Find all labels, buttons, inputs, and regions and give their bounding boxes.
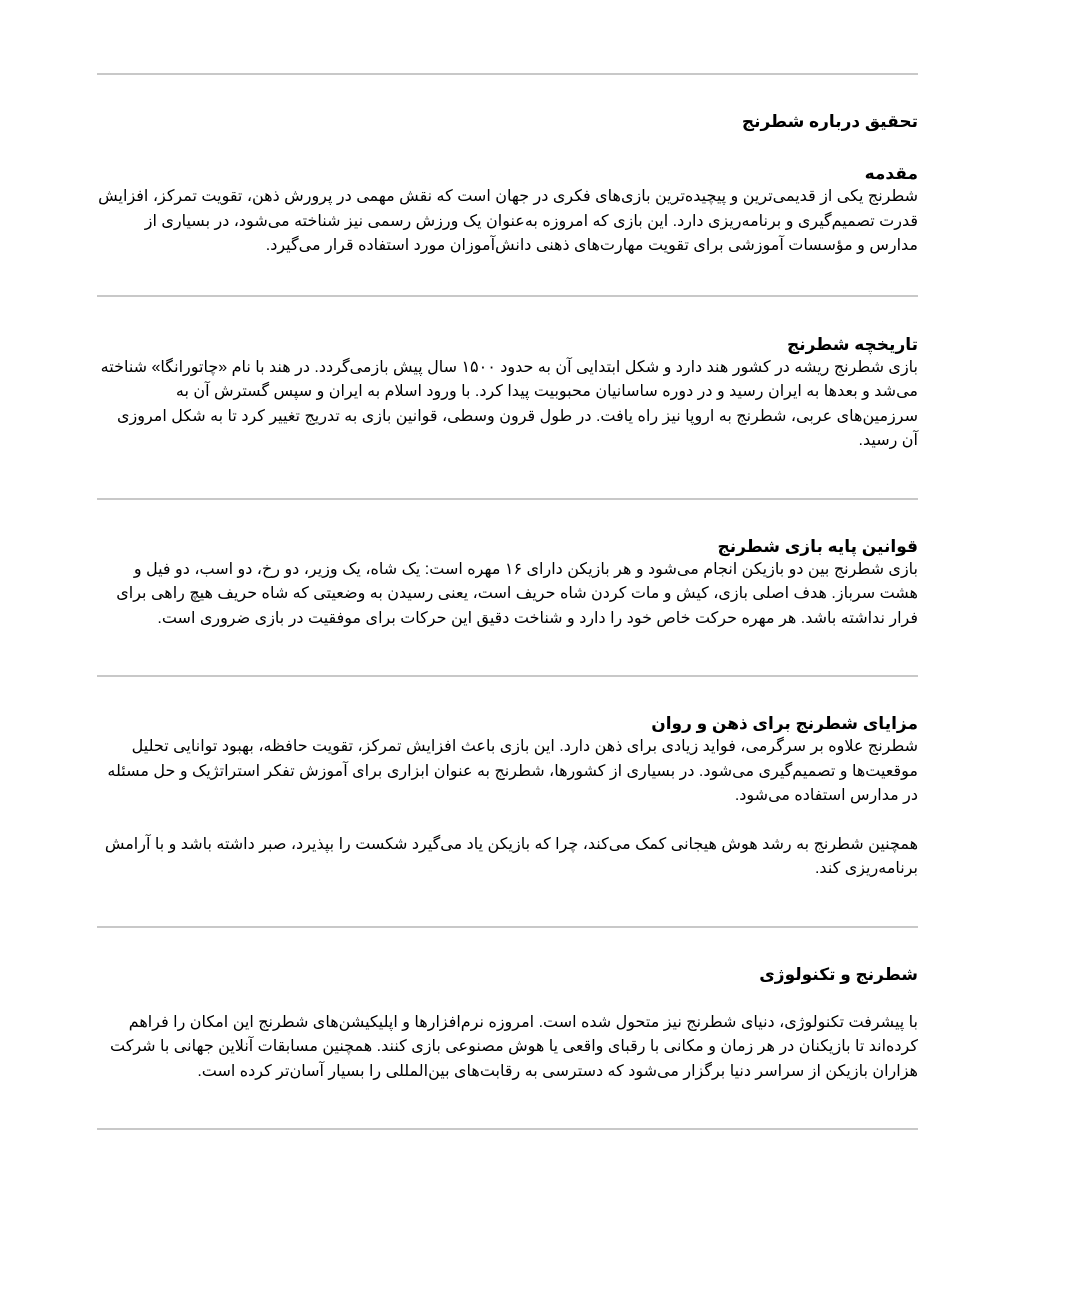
section-paragraph-rules: بازی شطرنج بین دو بازیکن انجام می‌شود و هر بازیکن دارای ۱۶ مهره است: یک شاه، یک وزیر، دو رخ، دو اسب، دو فیل و هشت سرباز. هدف اصلی بازی، کیش و مات کردن شاه حریف است، یعنی رسیدن به وضعیتی که شاه حریف هیچ راهی برای فرار نداشته باشد. هر مهره حرکت خاص خود را دارد و شناخت دقیق این حرکات برای موفقیت در بازی ضروری است. bbox=[116, 560, 918, 627]
section-benefits bbox=[97, 677, 918, 926]
section-heading-technology: شطرنج و تکنولوژی bbox=[759, 964, 918, 984]
section-history bbox=[97, 297, 918, 498]
section-paragraph-benefits-2: همچنین شطرنج به رشد هوش هیجانی کمک می‌کند، چرا که بازیکن یاد می‌گیرد شکست را بپذیرد، صبر داشته باشد و با آرامش برنامه‌ریزی کند. bbox=[104, 835, 918, 877]
section-intro bbox=[97, 75, 918, 295]
section-heading-rules: قوانین پایه بازی شطرنج bbox=[717, 536, 918, 556]
divider-bottom bbox=[97, 1128, 918, 1130]
section-paragraph-benefits-1: شطرنج علاوه بر سرگرمی، فواید زیادی برای ذهن دارد. این بازی باعث افزایش تمرکز، تقویت حافظه، بهبود توانایی تحلیل موقعیت‌ها و تصمیم‌گیری می‌شود. در بسیاری از کشورها، شطرنج به عنوان ابزاری برای آموزش تفکر استراتژیک و حل مسئله در مدارس استفاده می‌شود. bbox=[107, 738, 918, 804]
section-paragraph-history: بازی شطرنج ریشه در کشور هند دارد و شکل ابتدایی آن به حدود ۱۵۰۰ سال پیش بازمی‌گردد. در هند با نام «چاتورانگا» شناخته می‌شد و بعدها به ایران رسید و در دوره ساسانیان محبوبیت پیدا کرد. با ورود اسلام به ایران و سپس گسترش آن به سرزمین‌های عربی، شطرنج به اروپا نیز راه یافت. در طول قرون وسطی، قوانین بازی به تدریج تغییر کرد تا به شکل امروزی آن رسید. bbox=[100, 358, 918, 449]
section-paragraph-technology: با پیشرفت تکنولوژی، دنیای شطرنج نیز متحول شده است. امروزه نرم‌افزارها و اپلیکیشن‌های شطرنج این امکان را فراهم کرده‌اند تا بازیکنان در هر زمان و مکانی با رقبای واقعی یا هوش مصنوعی بازی کنند. همچنین مسابقات آنلاین جهانی با شرکت هزاران بازیکن از سراسر دنیا برگزار می‌شود که دسترسی به رقابت‌های بین‌المللی را بسیار آسان‌تر کرده است. bbox=[110, 1013, 918, 1080]
document-page bbox=[97, 73, 918, 1130]
section-paragraph-intro: شطرنج یکی از قدیمی‌ترین و پیچیده‌ترین بازی‌های فکری در جهان است که نقش مهمی در پرورش ذهن، تقویت تمرکز، افزایش قدرت تصمیم‌گیری و برنامه‌ریزی دارد. این بازی که امروزه به‌عنوان یک ورزش رسمی نیز شناخته می‌شود، در بسیاری از مدارس و مؤسسات آموزشی برای تقویت مهارت‌های ذهنی دانش‌آموزان مورد استفاده قرار می‌گیرد. bbox=[98, 188, 918, 254]
section-rules bbox=[97, 500, 918, 676]
section-heading-intro: مقدمه bbox=[864, 164, 918, 183]
section-technology bbox=[97, 928, 918, 1129]
section-heading-history: تاریخچه شطرنج bbox=[787, 334, 918, 354]
section-heading-benefits: مزایای شطرنج برای ذهن و روان bbox=[651, 714, 918, 733]
document-title: تحقیق درباره شطرنج bbox=[741, 112, 918, 131]
